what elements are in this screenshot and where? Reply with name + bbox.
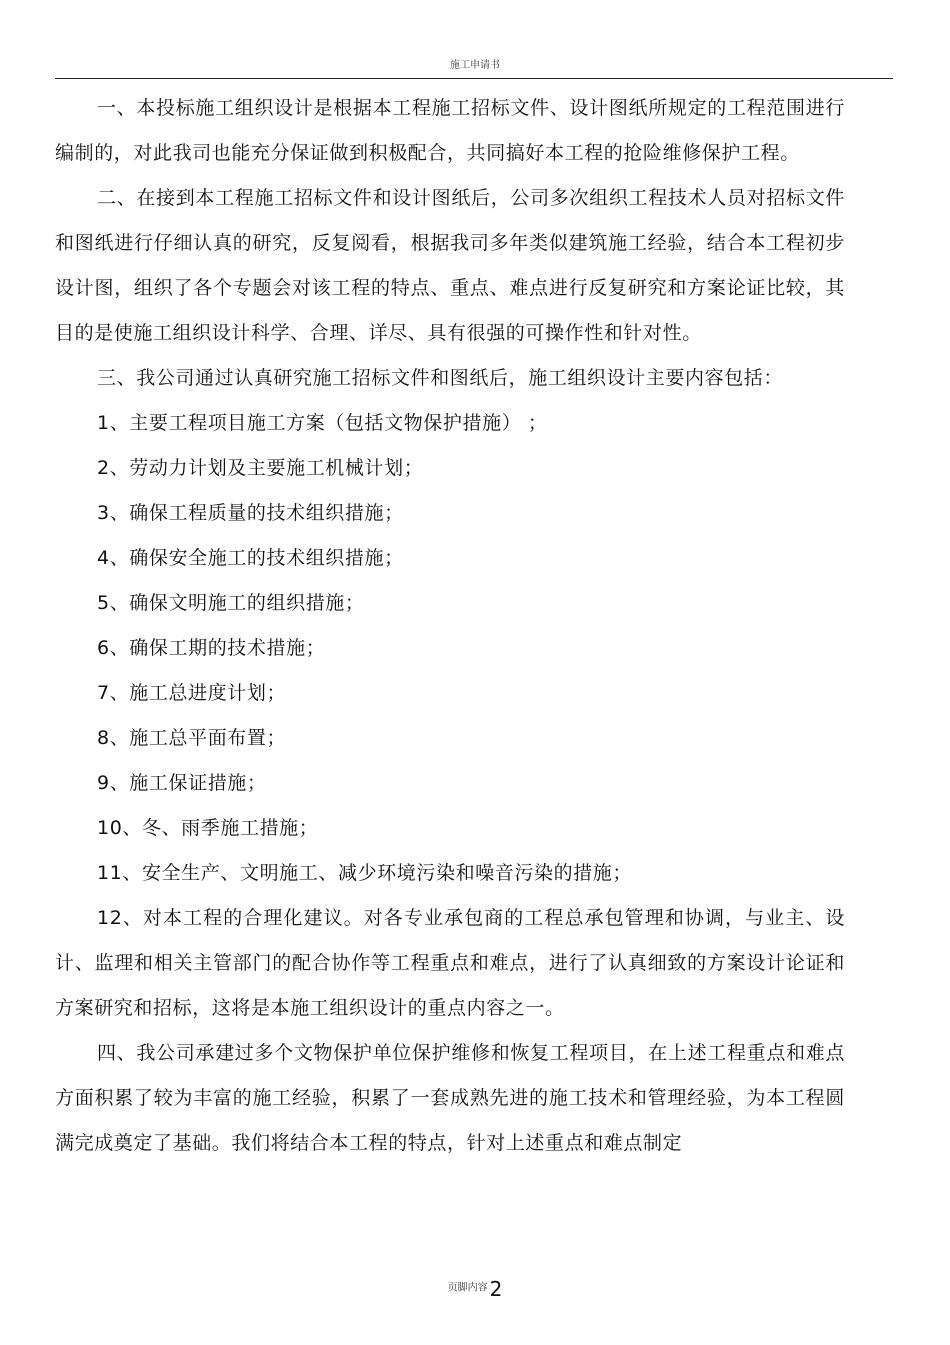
list-item bbox=[55, 581, 845, 626]
content-list bbox=[55, 401, 845, 896]
list-item bbox=[55, 806, 845, 851]
paragraph-3: 三、我公司通过认真研究施工招标文件和图纸后，施工组织设计主要内容包括： bbox=[97, 367, 784, 389]
list-item-number: 4、 bbox=[97, 547, 130, 569]
list-item-text: 确保工期的技术措施； bbox=[129, 637, 326, 659]
list-item-number: 11、 bbox=[97, 862, 142, 884]
list-item-number: 6、 bbox=[97, 637, 130, 659]
list-item bbox=[55, 491, 845, 536]
document-body bbox=[55, 86, 845, 1166]
page-number: 2 bbox=[489, 1276, 503, 1301]
list-item-text: 确保安全施工的技术组织措施； bbox=[129, 547, 404, 569]
paragraph-1: 一、本投标施工组织设计是根据本工程施工招标文件、设计图纸所规定的工程范围进行编制的，对此我司也能充分保证做到积极配合，共同搞好本工程的抢险维修保护工程。 bbox=[55, 97, 845, 164]
list-item-text: 劳动力计划及主要施工机械计划； bbox=[129, 457, 424, 479]
list-item bbox=[55, 671, 845, 716]
list-item-number: 7、 bbox=[97, 682, 130, 704]
page-header-title: 施工申请书 bbox=[450, 60, 500, 71]
paragraph-4: 12、对本工程的合理化建议。对各专业承包商的工程总承包管理和协调，与业主、设计、监理和相关主管部门的配合协作等工程重点和难点，进行了认真细致的方案设计论证和方案研究和招标，这将是本施工组织设计的重点内容之一。 bbox=[55, 907, 845, 1019]
list-item-number: 5、 bbox=[97, 592, 130, 614]
list-item bbox=[55, 626, 845, 671]
list-item-text: 冬、雨季施工措施； bbox=[141, 817, 319, 839]
list-item-number: 10、 bbox=[97, 817, 142, 839]
list-item-text: 主要工程项目施工方案（包括文物保护措施） ； bbox=[129, 412, 548, 434]
list-item-text: 安全生产、文明施工、减少环境污染和噪音污染的措施； bbox=[141, 862, 632, 884]
list-item-number: 9、 bbox=[97, 772, 130, 794]
list-item bbox=[55, 536, 845, 581]
header-divider bbox=[55, 78, 893, 79]
list-item-number: 2、 bbox=[97, 457, 130, 479]
list-item bbox=[55, 446, 845, 491]
list-item-text: 施工总平面布置； bbox=[129, 727, 287, 749]
list-item-text: 施工总进度计划； bbox=[129, 682, 287, 704]
list-item bbox=[55, 761, 845, 806]
list-item bbox=[55, 401, 845, 446]
paragraph-5: 四、我公司承建过多个文物保护单位保护维修和恢复工程项目，在上述工程重点和难点方面积累了较为丰富的施工经验，积累了一套成熟先进的施工技术和管理经验，为本工程圆满完成奠定了基础。我们将结合本工程的特点，针对上述重点和难点制定 bbox=[55, 1042, 845, 1154]
list-item bbox=[55, 851, 845, 896]
list-item-number: 8、 bbox=[97, 727, 130, 749]
list-item-text: 施工保证措施； bbox=[129, 772, 267, 794]
list-item-number: 3、 bbox=[97, 502, 130, 524]
list-item-text: 确保工程质量的技术组织措施； bbox=[129, 502, 404, 524]
list-item-number: 1、 bbox=[97, 412, 130, 434]
list-item bbox=[55, 716, 845, 761]
footer-label: 页脚内容 bbox=[447, 1282, 488, 1294]
list-item-text: 确保文明施工的组织措施； bbox=[129, 592, 365, 614]
paragraph-2: 二、在接到本工程施工招标文件和设计图纸后，公司多次组织工程技术人员对招标文件和图纸进行仔细认真的研究，反复阅看，根据我司多年类似建筑施工经验，结合本工程初步设计图，组织了各个专题会对该工程的特点、重点、难点进行反复研究和方案论证比较，其目的是使施工组织设计科学、合理、详尽、具有很强的可操作性和针对性。 bbox=[55, 187, 845, 344]
page-footer bbox=[0, 1277, 950, 1300]
